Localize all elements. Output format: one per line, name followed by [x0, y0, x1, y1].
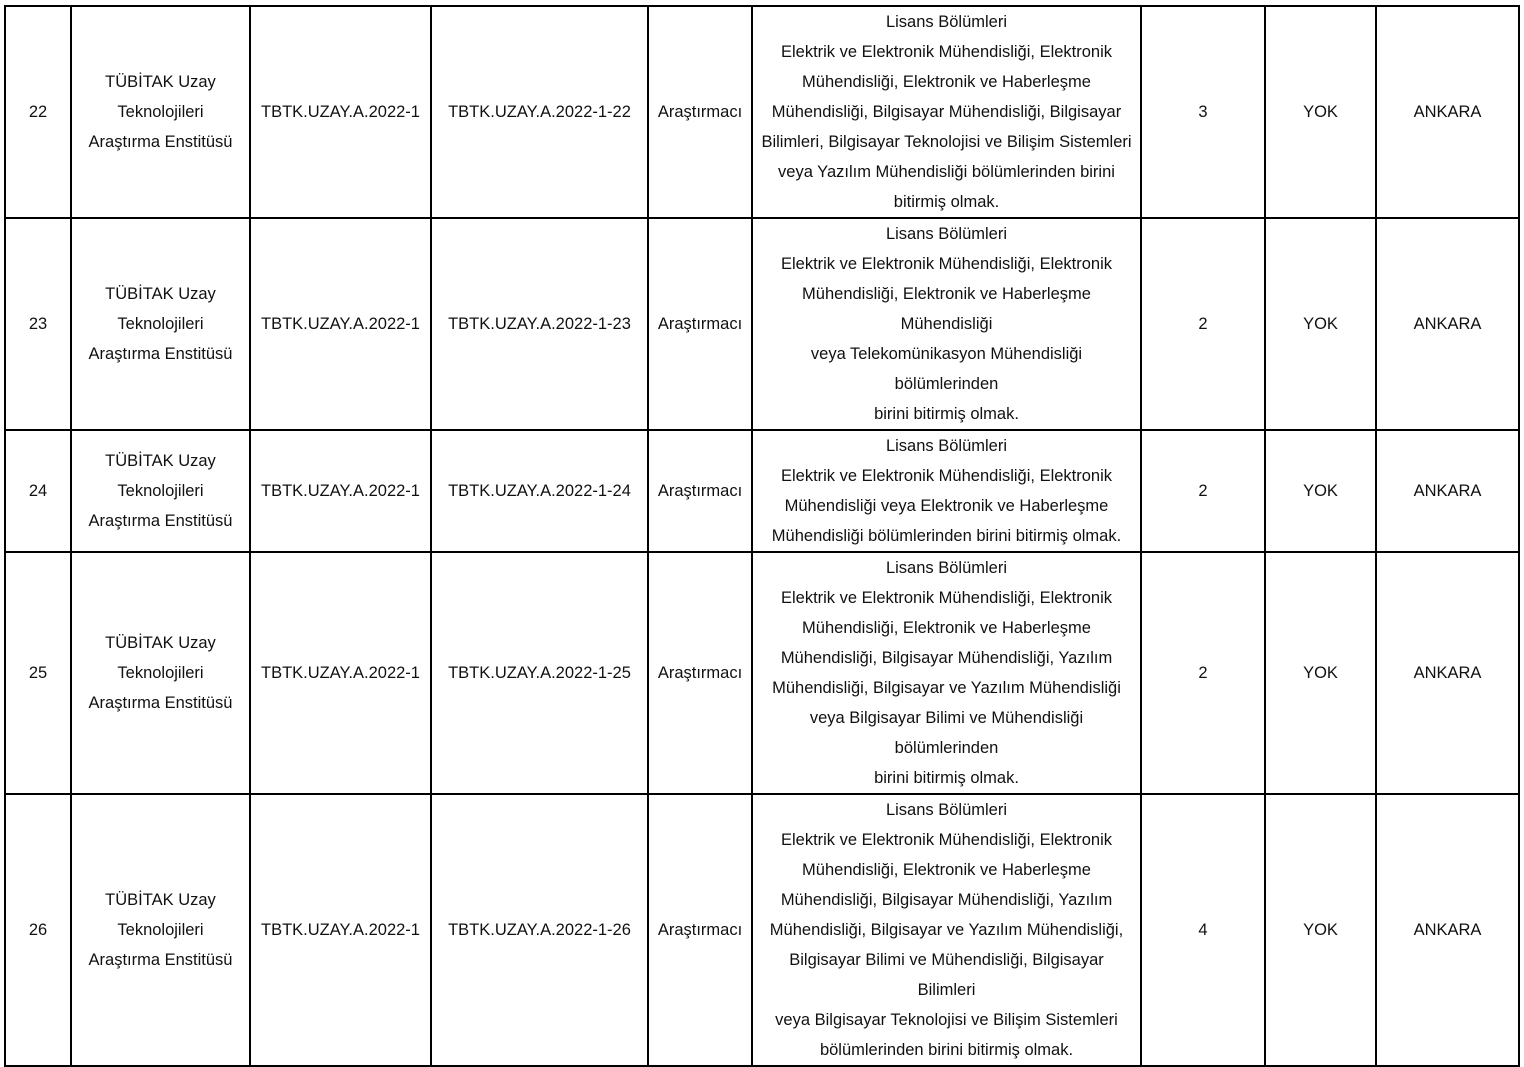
- row-number: 24: [5, 430, 71, 552]
- qualifications-cell: [752, 218, 1141, 430]
- row-number: 23: [5, 218, 71, 430]
- qualification-line: bölümlerinden birini bitirmiş olmak.: [819, 1041, 1074, 1059]
- position-code: TBTK.UZAY.A.2022-1-24: [431, 430, 648, 552]
- experience-requirement: YOK: [1265, 6, 1376, 218]
- institute-line: Teknolojileri: [117, 482, 204, 500]
- qualification-line: veya Telekomünikasyon Mühendisliği bölümlerinden: [810, 345, 1083, 393]
- qualification-line: Lisans Bölümleri: [885, 225, 1008, 243]
- table-row: [5, 430, 1519, 552]
- institute-line: TÜBİTAK Uzay: [105, 634, 216, 652]
- table-row: [5, 794, 1519, 1066]
- institute-line: Araştırma Enstitüsü: [88, 951, 233, 969]
- position-code: TBTK.UZAY.A.2022-1-25: [431, 552, 648, 794]
- experience-requirement: YOK: [1265, 218, 1376, 430]
- institute-line: TÜBİTAK Uzay: [105, 452, 216, 470]
- institute-cell: [71, 794, 250, 1066]
- institute-cell: [71, 430, 250, 552]
- qualification-line: Mühendisliği, Elektronik ve Haberleşme: [802, 73, 1091, 91]
- announcement-code: TBTK.UZAY.A.2022-1: [250, 430, 431, 552]
- qualification-line: Lisans Bölümleri: [885, 559, 1008, 577]
- qualification-line: bitirmiş olmak.: [893, 193, 1000, 211]
- city: ANKARA: [1376, 218, 1519, 430]
- qualification-line: Lisans Bölümleri: [885, 437, 1008, 455]
- qualification-line: Mühendisliği, Bilgisayar Mühendisliği, Bilgisayar: [771, 103, 1122, 121]
- row-number: 22: [5, 6, 71, 218]
- position-code: TBTK.UZAY.A.2022-1-22: [431, 6, 648, 218]
- institute-cell: [71, 6, 250, 218]
- qualification-line: Elektrik ve Elektronik Mühendisliği, Elektronik: [780, 43, 1113, 61]
- position-count: 3: [1141, 6, 1265, 218]
- qualification-line: Mühendisliği bölümlerinden birini bitirmiş olmak.: [771, 527, 1122, 545]
- experience-requirement: YOK: [1265, 430, 1376, 552]
- qualification-line: veya Bilgisayar Teknolojisi ve Bilişim Sistemleri: [775, 1011, 1118, 1029]
- qualification-line: Mühendisliği, Elektronik ve Haberleşme: [802, 861, 1091, 879]
- position-code: TBTK.UZAY.A.2022-1-23: [431, 218, 648, 430]
- qualification-line: veya Yazılım Mühendisliği bölümlerinden birini: [778, 163, 1115, 181]
- qualification-line: Elektrik ve Elektronik Mühendisliği, Elektronik: [780, 831, 1113, 849]
- table-row: [5, 552, 1519, 794]
- qualification-line: Elektrik ve Elektronik Mühendisliği, Elektronik: [780, 255, 1113, 273]
- position-title: Araştırmacı: [648, 6, 752, 218]
- table-row: [5, 6, 1519, 218]
- institute-line: Araştırma Enstitüsü: [88, 133, 233, 151]
- qualification-line: birini bitirmiş olmak.: [874, 769, 1019, 787]
- qualification-line: Mühendisliği, Elektronik ve Haberleşme: [802, 619, 1091, 637]
- position-count: 2: [1141, 552, 1265, 794]
- announcement-code: TBTK.UZAY.A.2022-1: [250, 794, 431, 1066]
- qualification-line: Mühendisliği, Bilgisayar ve Yazılım Mühendisliği: [772, 679, 1121, 697]
- qualification-line: Mühendisliği, Bilgisayar Mühendisliği, Yazılım: [780, 649, 1113, 667]
- institute-line: Araştırma Enstitüsü: [88, 345, 233, 363]
- position-title: Araştırmacı: [648, 794, 752, 1066]
- qualifications-cell: [752, 430, 1141, 552]
- qualification-line: Bilimleri, Bilgisayar Teknolojisi ve Bilişim Sistemleri: [761, 133, 1132, 151]
- qualification-line: Mühendisliği veya Elektronik ve Haberleşme: [784, 497, 1109, 515]
- institute-line: Teknolojileri: [117, 921, 204, 939]
- positions-table: [4, 5, 1520, 1067]
- city: ANKARA: [1376, 430, 1519, 552]
- qualification-line: Lisans Bölümleri: [885, 13, 1008, 31]
- position-count: 2: [1141, 430, 1265, 552]
- row-number: 25: [5, 552, 71, 794]
- experience-requirement: YOK: [1265, 552, 1376, 794]
- qualifications-cell: [752, 552, 1141, 794]
- position-code: TBTK.UZAY.A.2022-1-26: [431, 794, 648, 1066]
- institute-line: Araştırma Enstitüsü: [88, 512, 233, 530]
- city: ANKARA: [1376, 552, 1519, 794]
- announcement-code: TBTK.UZAY.A.2022-1: [250, 552, 431, 794]
- position-title: Araştırmacı: [648, 552, 752, 794]
- position-title: Araştırmacı: [648, 430, 752, 552]
- qualification-line: Mühendisliği, Elektronik ve Haberleşme Mühendisliği: [802, 285, 1091, 333]
- announcement-code: TBTK.UZAY.A.2022-1: [250, 218, 431, 430]
- institute-cell: [71, 552, 250, 794]
- qualification-line: birini bitirmiş olmak.: [874, 405, 1019, 423]
- institute-line: TÜBİTAK Uzay: [105, 285, 216, 303]
- announcement-code: TBTK.UZAY.A.2022-1: [250, 6, 431, 218]
- institute-line: Teknolojileri: [117, 315, 204, 333]
- position-title: Araştırmacı: [648, 218, 752, 430]
- qualification-line: Elektrik ve Elektronik Mühendisliği, Elektronik: [780, 589, 1113, 607]
- qualification-line: Bilgisayar Bilimi ve Mühendisliği, Bilgisayar Bilimleri: [789, 951, 1104, 999]
- institute-line: Teknolojileri: [117, 664, 204, 682]
- city: ANKARA: [1376, 6, 1519, 218]
- qualification-line: Lisans Bölümleri: [885, 801, 1008, 819]
- table-row: [5, 218, 1519, 430]
- qualifications-cell: [752, 794, 1141, 1066]
- qualification-line: Elektrik ve Elektronik Mühendisliği, Elektronik: [780, 467, 1113, 485]
- institute-line: TÜBİTAK Uzay: [105, 891, 216, 909]
- institute-line: TÜBİTAK Uzay: [105, 73, 216, 91]
- city: ANKARA: [1376, 794, 1519, 1066]
- institute-line: Teknolojileri: [117, 103, 204, 121]
- experience-requirement: YOK: [1265, 794, 1376, 1066]
- qualification-line: Mühendisliği, Bilgisayar ve Yazılım Mühendisliği,: [769, 921, 1124, 939]
- institute-cell: [71, 218, 250, 430]
- position-count: 2: [1141, 218, 1265, 430]
- qualification-line: Mühendisliği, Bilgisayar Mühendisliği, Yazılım: [780, 891, 1113, 909]
- qualification-line: veya Bilgisayar Bilimi ve Mühendisliği bölümlerinden: [809, 709, 1084, 757]
- position-count: 4: [1141, 794, 1265, 1066]
- institute-line: Araştırma Enstitüsü: [88, 694, 233, 712]
- row-number: 26: [5, 794, 71, 1066]
- qualifications-cell: [752, 6, 1141, 218]
